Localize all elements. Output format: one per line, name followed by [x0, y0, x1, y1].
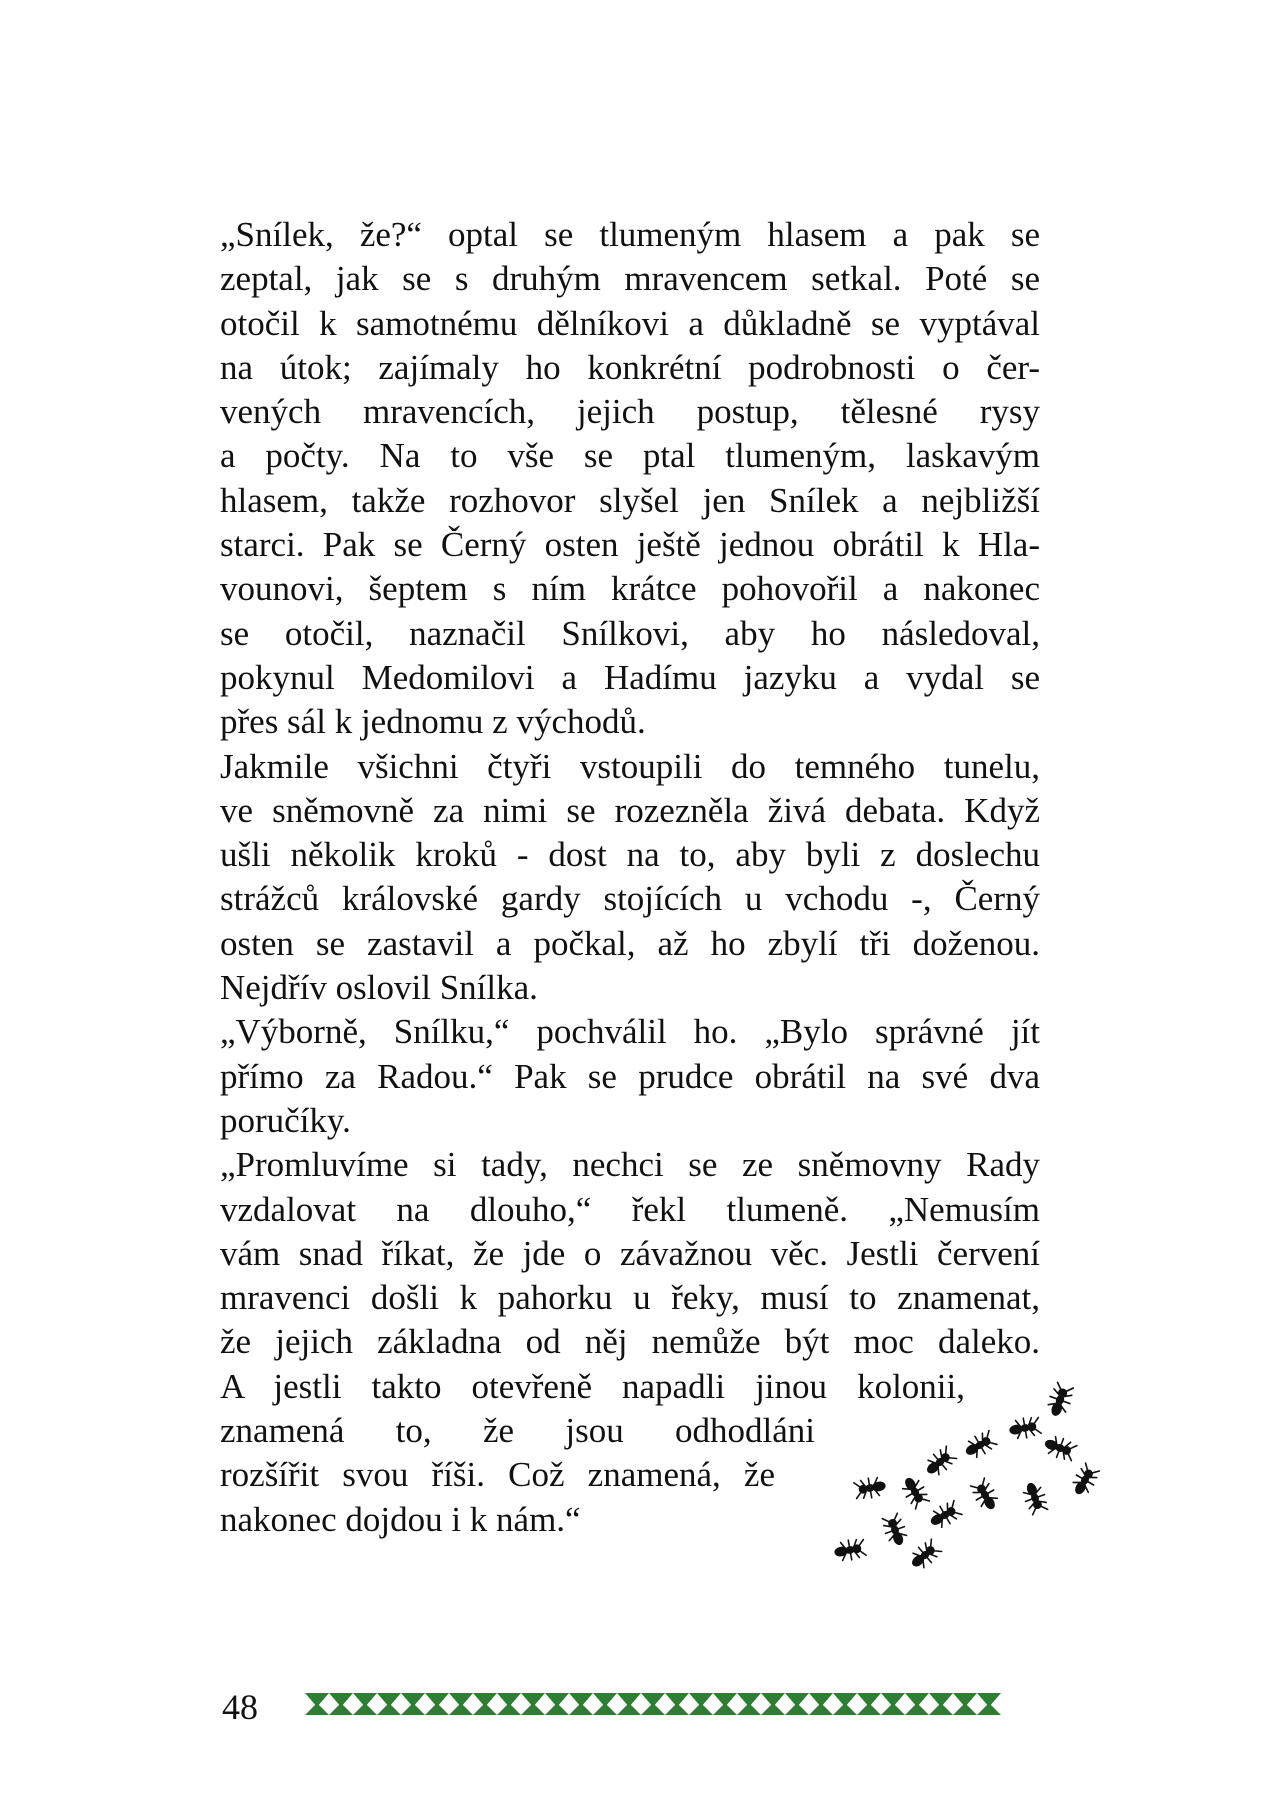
- border-triangle-up: [809, 1703, 833, 1715]
- text-line: pokynul Medomilovi a Hadímu jazyku a vydal se: [220, 657, 1040, 697]
- border-triangle-up: [545, 1703, 569, 1715]
- border-triangle-up: [473, 1703, 497, 1715]
- text-line: zeptal, jak se s druhým mravencem setkal. Poté se: [220, 259, 1040, 299]
- text-line: „Snílek, že?“ optal se tlumeným hlasem a pak se: [220, 215, 1040, 254]
- ants-icon: [770, 1380, 1110, 1600]
- border-triangle-up: [905, 1703, 929, 1715]
- border-triangle-up: [689, 1703, 713, 1715]
- border-triangle-up: [833, 1703, 857, 1715]
- text-line: starci. Pak se Černý osten ještě jednou obrátil k Hla-: [220, 525, 1040, 565]
- text-line: na útok; zajímaly ho konkrétní podrobnosti o čer-: [220, 347, 1040, 387]
- text-line: „Výborně, Snílku,“ pochválil ho. „Bylo správné jít: [220, 1012, 1040, 1052]
- border-triangle-up: [737, 1703, 761, 1715]
- text-line: poručíky.: [220, 1100, 351, 1140]
- text-line: Jakmile všichni čtyři vstoupili do temného tunelu,: [220, 746, 1040, 786]
- border-triangle-up: [977, 1703, 1001, 1715]
- text-line: vounovi, šeptem s ním krátce pohovořil a nakonec: [220, 569, 1040, 609]
- text-line: se otočil, naznačil Snílkovi, aby ho následoval,: [220, 613, 1040, 653]
- text-line: a počty. Na to vše se ptal tlumeným, laskavým: [220, 436, 1040, 476]
- text-line: že jejich základna od něj nemůže být moc daleko.: [220, 1322, 1040, 1362]
- border-triangle-up: [713, 1703, 737, 1715]
- page-number: 48: [222, 1687, 258, 1727]
- text-line: otočil k samotnému dělníkovi a důkladně se vyptával: [220, 303, 1040, 343]
- border-triangle-up: [449, 1703, 473, 1715]
- text-line: přímo za Radou.“ Pak se prudce obrátil na své dva: [220, 1056, 1040, 1096]
- text-line: strážců královské gardy stojících u vchodu -, Černý: [220, 879, 1040, 919]
- text-line: Nejdřív oslovil Snílka.: [220, 968, 538, 1008]
- text-line: A jestli takto otevřeně napadli jinou kolonii,: [220, 1366, 965, 1406]
- text-line: rozšířit svou říši. Což znamená, že: [220, 1455, 775, 1495]
- border-triangle-up: [953, 1703, 977, 1715]
- border-triangle-up: [785, 1703, 809, 1715]
- text-line: hlasem, takže rozhovor slyšel jen Snílek a nejbližší: [220, 480, 1040, 520]
- border-triangle-up: [497, 1703, 521, 1715]
- border-triangle-up: [929, 1703, 953, 1715]
- chapter-text: [220, 213, 1040, 1542]
- text-line: ušli několik kroků - dost na to, aby byli z doslechu: [220, 835, 1040, 875]
- border-triangle-up: [665, 1703, 689, 1715]
- text-line: osten se zastavil a počkal, až ho zbylí tři doženou.: [220, 923, 1040, 963]
- text-line: přes sál k jednomu z východů.: [220, 702, 646, 742]
- border-triangle-up: [761, 1703, 785, 1715]
- text-line: mravenci došli k pahorku u řeky, musí to znamenat,: [220, 1278, 1040, 1318]
- border-triangle-up: [881, 1703, 905, 1715]
- text-line: „Promluvíme si tady, nechci se ze sněmovny Rady: [220, 1145, 1040, 1185]
- text-line: vám snad říkat, že jde o závažnou věc. Jestli červení: [220, 1233, 1040, 1273]
- border-triangle-up: [377, 1703, 401, 1715]
- text-line: nakonec dojdou i k nám.“: [220, 1499, 581, 1539]
- border-triangle-up: [353, 1703, 377, 1715]
- border-triangle-up: [401, 1703, 425, 1715]
- border-triangle-up: [641, 1703, 665, 1715]
- green-zigzag-border: [305, 1685, 1035, 1725]
- border-triangle-up: [305, 1703, 329, 1715]
- border-triangle-up: [857, 1703, 881, 1715]
- text-line: ve sněmovně za nimi se rozezněla živá debata. Když: [220, 790, 1040, 830]
- border-triangle-up: [329, 1703, 353, 1715]
- text-line: vených mravencích, jejich postup, tělesné rysy: [220, 392, 1040, 432]
- border-triangle-up: [521, 1703, 545, 1715]
- border-triangle-up: [617, 1703, 641, 1715]
- text-line: vzdalovat na dlouho,“ řekl tlumeně. „Nemusím: [220, 1189, 1040, 1229]
- text-line: znamená to, že jsou odhodláni: [220, 1411, 815, 1451]
- border-triangle-up: [593, 1703, 617, 1715]
- border-triangle-up: [425, 1703, 449, 1715]
- border-triangle-up: [569, 1703, 593, 1715]
